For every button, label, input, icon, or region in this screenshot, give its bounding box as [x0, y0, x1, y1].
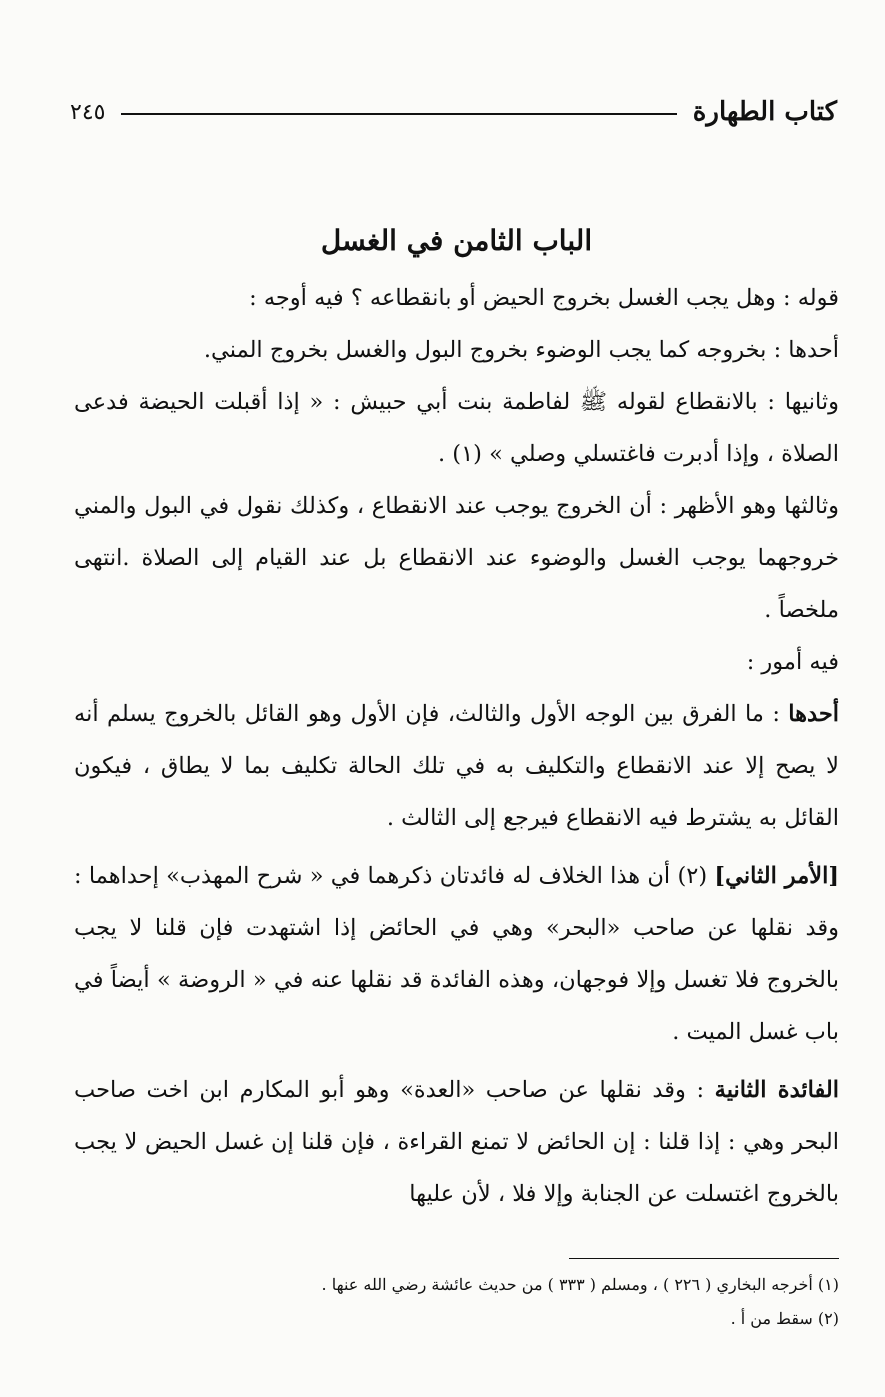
paragraph-7: [74, 850, 839, 1058]
paragraph-4: وثالثها وهو الأظهر : أن الخروج يوجب عند الانقطاع ، وكذلك نقول في البول والمني خروجهما يوجب الغسل والوضوء عند الانقطاع بل عند القيام إلى الصلاة .انتهى ملخصاً .: [74, 493, 839, 623]
paragraph-6-lead: أحدها: [788, 701, 839, 727]
footnote-rule: [569, 1258, 839, 1259]
page-body: [74, 218, 839, 1220]
paragraph-5: فيه أمور :: [746, 649, 839, 675]
paragraph-8-text: : وقد نقلها عن صاحب «العدة» وهو أبو المكارم ابن اخت صاحب البحر وهي : إذا قلنا : إن الحائض لا تمنع القراءة ، فإن قلنا إن غسل الحيض لا يجب بالخروج اغتسلت عن الجنابة وإلا فلا ، لأن عليها: [74, 1077, 839, 1207]
chapter-title: الباب الثامن في الغسل: [320, 224, 593, 257]
page-number: ٢٤٥: [70, 99, 106, 125]
paragraph-7-lead: [الأمر الثاني]: [714, 863, 839, 889]
paragraph-8: [74, 1064, 839, 1220]
paragraph-1: قوله : وهل يجب الغسل بخروج الحيض أو بانقطاعه ؟ فيه أوجه :: [249, 285, 839, 311]
header-rule: [121, 113, 676, 115]
footnotes: [74, 1268, 839, 1336]
paragraph-2: أحدها : بخروجه كما يجب الوضوء بخروج البول والغسل بخروج المني.: [203, 337, 839, 363]
footnote-2: (٢) سقط من أ .: [730, 1309, 839, 1328]
footnote-1: (١) أخرجه البخاري ( ٢٢٦ ) ، ومسلم ( ٣٣٣ ) من حديث عائشة رضي الله عنها .: [321, 1275, 839, 1294]
paragraph-6: [74, 688, 839, 844]
paragraph-6-text: : ما الفرق بين الوجه الأول والثالث، فإن الأول وهو القائل بالخروج يسلم أنه لا يصح إلا عند الانقطاع والتكليف به في تلك الحالة تكليف بما لا يطاق ، فيكون القائل به يشترط فيه الانقطاع فيرجع إلى الثالث .: [74, 701, 839, 831]
paragraph-7-text: (٢) أن هذا الخلاف له فائدتان ذكرهما في « شرح المهذب» إحداهما : وقد نقلها عن صاحب «البحر» وهي في الحائض إذا اشتهدت فإن قلنا لا يجب بالخروج فلا تغسل وإلا فوجهان، وهذه الفائدة قد نقلها عنه في « الروضة » أيضاً في باب غسل الميت .: [74, 863, 839, 1045]
paragraph-8-lead: الفائدة الثانية: [714, 1077, 840, 1103]
running-title: كتاب الطهارة: [692, 97, 837, 127]
paragraph-3: وثانيها : بالانقطاع لقوله ﷺ لفاطمة بنت أبي حبيش : « إذا أقبلت الحيضة فدعى الصلاة ، وإذا أدبرت فاغتسلي وصلي » (١) .: [74, 389, 839, 467]
page-header: [70, 92, 837, 132]
